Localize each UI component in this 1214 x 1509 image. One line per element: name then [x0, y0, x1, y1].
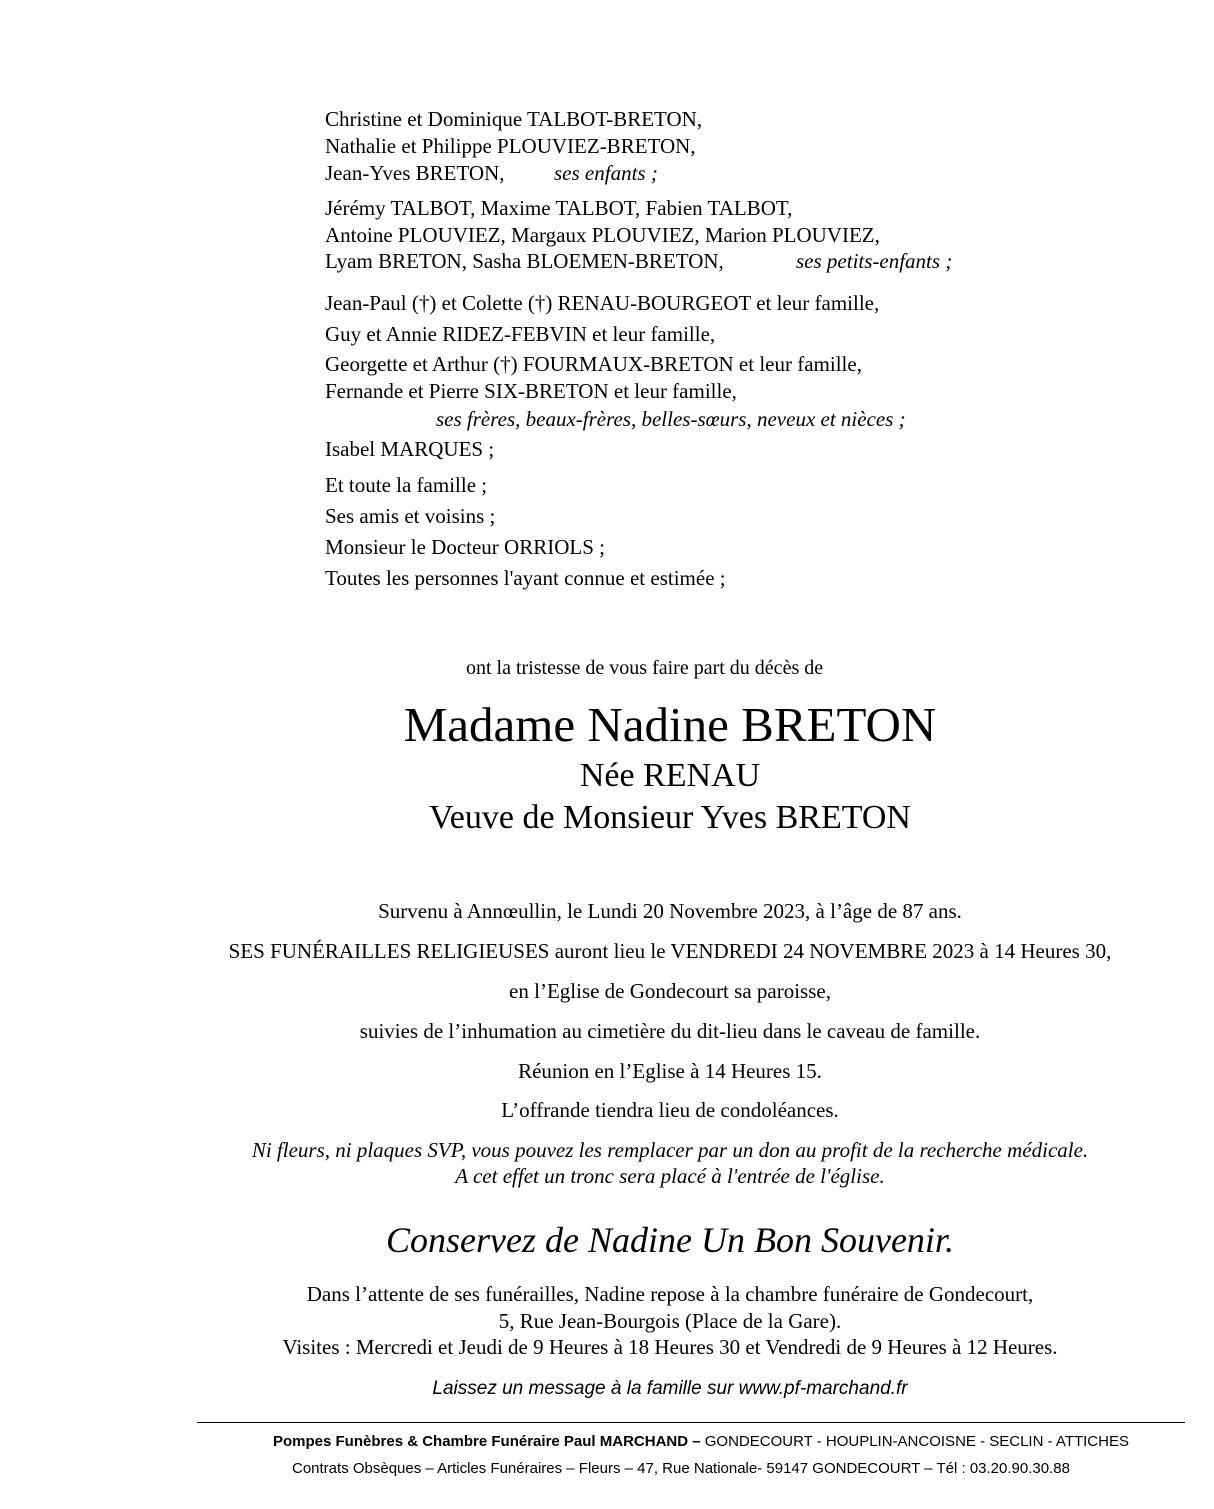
message-link[interactable]: Laissez un message à la famille sur www.pf-marchand.fr — [432, 1378, 908, 1399]
burial-line: suivies de l’inhumation au cimetière du dit-lieu dans le caveau de famille. — [359, 1019, 981, 1043]
visits-line-1: Dans l’attente de ses funérailles, Nadine repose à la chambre funéraire de Gondecourt, — [306, 1282, 1034, 1306]
footer-contracts: Contrats Obsèques – Articles Funéraires – Fleurs – 47, Rue Nationale- 59147 GONDECOURT – Tél : 03.20.90.30.88 — [292, 1460, 1070, 1477]
birth-name: Née RENAU — [579, 757, 761, 794]
others-line-4: Toutes les personnes l'ayant connue et estimée ; — [325, 566, 726, 590]
children-line-1: Christine et Dominique TALBOT-BRETON, — [325, 107, 703, 131]
children-role: ses enfants ; — [554, 161, 658, 185]
siblings-line-2: Guy et Annie RIDEZ-FEBVIN et leur famille, — [325, 322, 716, 346]
children-line-3: Jean-Yves BRETON, — [325, 161, 505, 185]
visits-line-2: 5, Rue Jean-Bourgois (Place de la Gare). — [498, 1309, 842, 1333]
death-notice-line: Survenu à Annœullin, le Lundi 20 Novembre 2023, à l’âge de 87 ans. — [378, 899, 962, 923]
souvenir-line: Conservez de Nadine Un Bon Souvenir. — [386, 1220, 954, 1260]
footer-company: Pompes Funèbres & Chambre Funéraire Paul MARCHAND – — [273, 1433, 701, 1450]
meeting-line: Réunion en l’Eglise à 14 Heures 15. — [518, 1059, 822, 1083]
flowers-note-line-2: A cet effet un tronc sera placé à l'entrée de l'église. — [455, 1164, 885, 1188]
footer-separator — [197, 1422, 1185, 1423]
widow-of: Veuve de Monsieur Yves BRETON — [429, 799, 911, 836]
announcement-intro: ont la tristesse de vous faire part du décès de — [466, 657, 824, 679]
others-line-2: Ses amis et voisins ; — [325, 504, 496, 528]
others-line-3: Monsieur le Docteur ORRIOLS ; — [325, 535, 605, 559]
visits-line-3: Visites : Mercredi et Jeudi de 9 Heures à 18 Heures 30 et Vendredi de 9 Heures à 12 Heures. — [282, 1335, 1058, 1359]
flowers-note-line-1: Ni fleurs, ni plaques SVP, vous pouvez les remplacer par un don au profit de la recherche médicale. — [251, 1138, 1089, 1162]
offering-line: L’offrande tiendra lieu de condoléances. — [501, 1098, 839, 1122]
grandchildren-line-1: Jérémy TALBOT, Maxime TALBOT, Fabien TALBOT, — [325, 196, 793, 220]
funeral-line: SES FUNÉRAILLES RELIGIEUSES auront lieu le VENDREDI 24 NOVEMBRE 2023 à 14 Heures 30, — [228, 939, 1112, 963]
grandchildren-line-3: Lyam BRETON, Sasha BLOEMEN-BRETON, — [325, 249, 724, 273]
children-line-2: Nathalie et Philippe PLOUVIEZ-BRETON, — [325, 134, 696, 158]
church-line: en l’Eglise de Gondecourt sa paroisse, — [509, 979, 831, 1003]
siblings-role: ses frères, beaux-frères, belles-sœurs, neveux et nièces ; — [436, 407, 906, 431]
footer-locations: GONDECOURT - HOUPLIN-ANCOISNE - SECLIN - ATTICHES — [700, 1433, 1129, 1450]
isabel-line: Isabel MARQUES ; — [325, 437, 495, 461]
siblings-line-3: Georgette et Arthur (†) FOURMAUX-BRETON et leur famille, — [325, 352, 862, 376]
siblings-line-1: Jean-Paul (†) et Colette (†) RENAU-BOURGEOT et leur famille, — [325, 291, 880, 315]
deceased-name: Madame Nadine BRETON — [403, 697, 937, 752]
grandchildren-role: ses petits-enfants ; — [796, 249, 953, 273]
siblings-line-4: Fernande et Pierre SIX-BRETON et leur famille, — [325, 379, 737, 403]
footer-company-line — [273, 1432, 1129, 1452]
others-line-1: Et toute la famille ; — [325, 473, 488, 497]
grandchildren-line-2: Antoine PLOUVIEZ, Margaux PLOUVIEZ, Marion PLOUVIEZ, — [325, 223, 880, 247]
